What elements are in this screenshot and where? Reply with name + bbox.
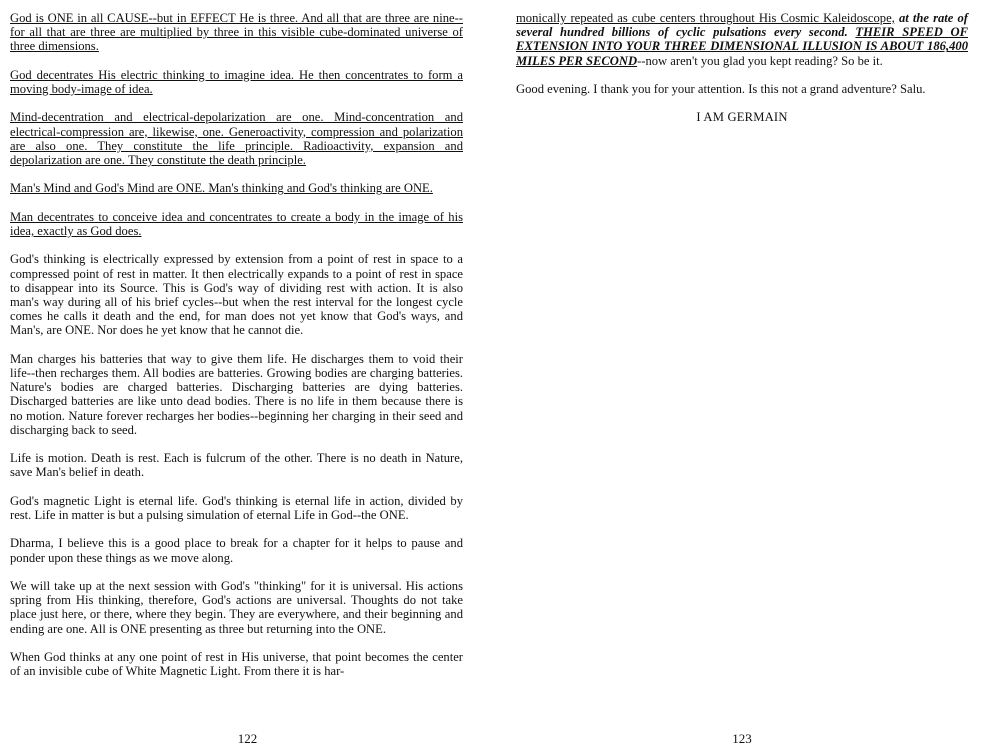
page-number-left: 122 (237, 731, 258, 746)
paragraph-decentrates: God decentrates His electric thinking to imagine idea. He then concentrates to form a moving body-image of idea. (10, 67, 463, 96)
continuation-emphasis: at the rate of several hundred billions of cyclic pulsations every second. (516, 11, 968, 40)
paragraph-gods-thinking-electric: God's thinking is electrically expressed by extension from a point of rest in space to a compressed point of rest in matter. It then electrically expands to a point of rest in space to disappear into its Source. This is God's way of dividing rest with action. It is also man's way during all of his brief cycles--but when the rest interval for the longest cycle comes he calls it death and the end, for man does not yet know that God's ways, and Man's, are ONE. Nor does he yet know that he cannot die. (10, 252, 463, 338)
left-page-text (10, 11, 463, 678)
paragraph-when-god-thinks: When God thinks at any one point of rest in His universe, that point becomes the center of an invisible cube of White Magnetic Light. From there it is har- (10, 649, 463, 679)
paragraph-dharma: Dharma, I believe this is a good place to break for a chapter for it helps to pause and ponder upon these things as we move along. (10, 536, 463, 565)
paragraph-closing: Good evening. I thank you for your attention. Is this not a grand adventure? Salu. (516, 82, 926, 96)
paragraph-man-decentrates: Man decentrates to conceive idea and concentrates to create a body in the image of his idea, exactly as God does. (10, 209, 463, 238)
signature: I AM GERMAIN (696, 110, 788, 125)
paragraph-magnetic-light: God's magnetic Light is eternal life. God's thinking is eternal life in action, divided by rest. Life in matter is but a pulsing simulation of eternal Life in God--the ONE. (10, 493, 463, 522)
page-number-right: 123 (732, 731, 752, 746)
paragraph-life-is-motion: Life is motion. Death is rest. Each is fulcrum of the other. There is no death in Nature, save Man's belief in death. (10, 451, 463, 480)
continuation-tail: --now aren't you glad you kept reading? So be it. (637, 53, 883, 68)
paragraph-next-session: We will take up at the next session with God's "thinking" for it is universal. His actions spring from His thinking, therefore, God's actions are universal. Thoughts do not take place just here, or there, where they begin. They are everywhere, and their beginning and ending are one. All is ONE presenting as three but returning into the ONE. (10, 578, 463, 636)
right-page-text (516, 11, 968, 125)
paragraph-mans-mind: Man's Mind and God's Mind are ONE. Man's thinking and God's thinking are ONE. (10, 181, 433, 196)
continuation-plain: monically repeated as cube centers throughout His Cosmic Kaleidoscope, (516, 11, 895, 25)
paragraph-batteries: Man charges his batteries that way to give them life. He discharges them to void their life--then recharges them. All bodies are batteries. Growing bodies are charging batteries. Nature's bodies are charged batteries. Discharging batteries are dying batteries. Discharged batteries are like unto dead bodies. There is no life in them because there is no motion. Nature forever recharges her bodies--beginning her charging in their seed and discharging back to seed. (10, 351, 463, 437)
continuation-caps: THEIR SPEED OF EXTENSION INTO YOUR THREE DIMENSIONAL ILLUSION IS ABOUT 186,400 MILES PER SECOND (516, 25, 968, 68)
paragraph-god-is-one: God is ONE in all CAUSE--but in EFFECT He is three. And all that are three are nine--for all that are three are multiplied by three in this visible cube-dominated universe of three dimensions. (10, 11, 463, 54)
right-page (495, 0, 989, 755)
paragraph-mind-decentration: Mind-decentration and electrical-depolarization are one. Mind-concentration and electrical-compression are, likewise, one. Generoactivity, compression and polarization are also one. They constitute the life principle. Radioactivity, expansion and depolarization are one. They constitute the death principle. (10, 110, 463, 167)
paragraph-continuation (516, 11, 968, 68)
